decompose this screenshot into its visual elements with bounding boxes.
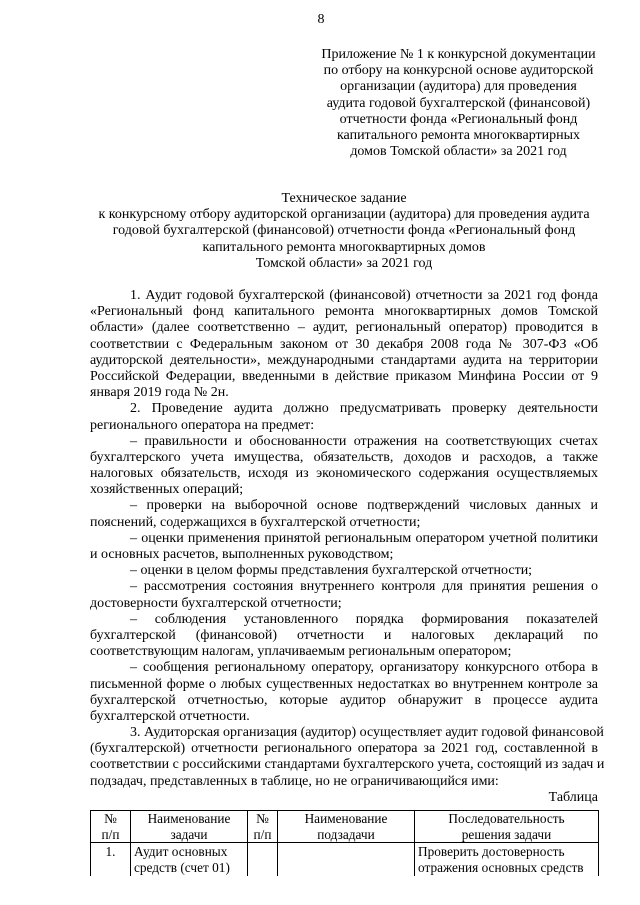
- list-item-2-line-2: пояснений, содержащихся в бухгалтерской отчетности;: [90, 514, 421, 530]
- list-item-7-line-4: бухгалтерской отчетности.: [90, 708, 250, 724]
- paragraph-1-line-2: «Региональный фонд капитального ремонта многоквартирных домов Томской: [90, 304, 598, 320]
- list-item-7-line-1: – сообщения региональному оператору, организатору конкурсного отбора в: [130, 660, 598, 676]
- paragraph-2-line-1: 2. Проведение аудита должно предусматривать проверку деятельности: [130, 401, 598, 417]
- paragraph-1-line-3: области» (далее соответственно – аудит, региональный оператор) проводится в: [90, 320, 598, 336]
- list-item-4: [90, 563, 598, 579]
- cell-line: средств (счет 01): [134, 859, 230, 875]
- cell-line: Проверить достоверность: [418, 844, 565, 859]
- paragraph-3-line-3: соответствии с российскими стандартами бухгалтерского учета, состоящий из задач и: [90, 757, 605, 773]
- list-item-1-line-3: налоговых обязательств, исходя из экономического содержания осуществляемых: [90, 466, 598, 482]
- header-task-name: [131, 811, 248, 843]
- appendix-line-7: домов Томской области» за 2021 год: [350, 144, 567, 160]
- appendix-note: [318, 47, 599, 160]
- header-task-number: [91, 811, 131, 843]
- cell-solution-sequence: [415, 843, 599, 877]
- appendix-line-1: Приложение № 1 к конкурсной документации: [321, 47, 596, 62]
- table-caption: Таблица: [548, 789, 598, 805]
- header-subtask-name: [278, 811, 415, 843]
- list-item-1-line-1: – правильности и обоснованности отражения на соответствующих счетах: [130, 433, 598, 449]
- list-item-3: [90, 531, 598, 563]
- list-item-5: [90, 579, 598, 611]
- paragraph-2: [90, 401, 598, 433]
- table-row: [91, 843, 599, 877]
- appendix-line-3: организации (аудитора) для проведения: [340, 79, 577, 95]
- list-item-6-line-1: – соблюдения установленного порядка формирования показателей: [130, 611, 598, 627]
- header-cell-line: №: [104, 811, 117, 826]
- cell-subtask-name: [278, 843, 415, 877]
- title-line-1: Техническое задание: [281, 191, 407, 206]
- list-item-1-line-2: бухгалтерского учета имущества, обязательств, доходов и расходов, а также: [90, 449, 598, 465]
- list-item-7: [90, 660, 598, 725]
- cell-task-name: [131, 843, 248, 877]
- header-subtask-number: [248, 811, 278, 843]
- list-item-5-line-1: – рассмотрения состояния внутреннего контроля для принятия решения о: [130, 579, 598, 595]
- header-solution-sequence: [415, 811, 599, 843]
- title-line-4: капитального ремонта многоквартирных домов: [202, 239, 486, 255]
- paragraph-1-line-4: соответствии с Федеральным законом от 30 декабря 2008 года № 307-ФЗ «Об: [90, 336, 598, 352]
- header-cell-line: Наименование: [304, 811, 388, 826]
- list-item-7-line-2: письменной форме о любых существенных недостатках во внутреннем контроле за: [90, 676, 598, 692]
- list-item-2: [90, 498, 598, 530]
- list-item-3-line-1: – оценки применения принятой региональным оператором учетной политики: [130, 530, 598, 546]
- header-cell-line: п/п: [101, 826, 120, 842]
- header-cell-line: подзадачи: [317, 826, 375, 842]
- header-cell-line: №: [256, 811, 269, 826]
- header-cell-line: Последовательность: [448, 811, 565, 826]
- title-line-3: годовой бухгалтерской (финансовой) отчетности фонда «Региональный фонд: [112, 223, 576, 239]
- paragraph-2-line-2: регионального оператора на предмет:: [90, 417, 315, 433]
- list-item-4-line-1: – оценки в целом формы представления бухгалтерской отчетности;: [130, 563, 533, 579]
- list-item-1-line-4: хозяйственных операций;: [90, 482, 244, 498]
- cell-line: 1.: [105, 844, 116, 859]
- document-body: [90, 288, 605, 806]
- title-line-2: к конкурсному отбору аудиторской организации (аудитора) для проведения аудита: [98, 207, 590, 223]
- header-cell-line: решения задачи: [461, 826, 552, 842]
- cell-subtask-number: [248, 843, 278, 877]
- list-item-6-line-3: соответствующим налогам, уплачиваемым региональным оператором;: [90, 644, 512, 660]
- paragraph-3-line-1: 3. Аудиторская организация (аудитор) осуществляет аудит годовой финансовой: [130, 725, 604, 741]
- paragraph-1-line-6: Российской Федерации, введенными в действие приказом Минфина России от 9: [90, 368, 598, 384]
- title-line-5: Томской области» за 2021 год: [255, 255, 433, 271]
- list-item-3-line-2: и основных расчетов, выполненных руководством;: [90, 547, 394, 562]
- cell-line: Аудит основных: [134, 844, 228, 859]
- cell-task-number: [91, 843, 131, 877]
- task-table: [90, 810, 599, 876]
- page-number: 8: [317, 12, 325, 27]
- list-item-6-line-2: бухгалтерской (финансовой) отчетности и налоговых деклараций по: [90, 627, 598, 643]
- paragraph-3: [90, 725, 605, 790]
- header-cell-line: Наименование: [147, 811, 231, 826]
- table-header-row: [91, 811, 599, 843]
- document-title: [90, 191, 598, 272]
- cell-line: отражения основных средств: [418, 859, 584, 875]
- list-item-2-line-1: – проверки на выборочной основе подтверждений числовых данных и: [130, 498, 598, 514]
- header-cell-line: задачи: [170, 826, 208, 842]
- appendix-line-5: отчетности фонда «Региональный фонд: [339, 111, 578, 127]
- appendix-line-2: по отбору на конкурсной основе аудиторской: [323, 63, 594, 79]
- paragraph-3-line-2: (бухгалтерской) отчетности регионального оператора за 2021 год, составленной в: [90, 741, 598, 757]
- appendix-line-4: аудита годовой бухгалтерской (финансовой): [326, 95, 591, 111]
- paragraph-1-line-5: аудиторской деятельности», международными стандартами аудита на территории: [90, 352, 598, 368]
- paragraph-3-line-4: подзадач, представленных в таблице, но не ограничивающийся ими:: [90, 773, 499, 789]
- list-item-6: [90, 612, 598, 661]
- list-item-5-line-2: достоверности бухгалтерской отчетности;: [90, 595, 342, 611]
- list-item-7-line-3: бухгалтерской отчетностью, которые аудитор обнаружит в процессе аудита: [90, 692, 598, 708]
- header-cell-line: п/п: [253, 826, 272, 842]
- list-item-1: [90, 434, 598, 499]
- paragraph-1-line-7: января 2019 года № 2н.: [90, 385, 229, 401]
- appendix-line-6: капитального ремонта многоквартирных: [336, 127, 581, 143]
- paragraph-1-line-1: 1. Аудит годовой бухгалтерской (финансовой) отчетности за 2021 год фонда: [130, 288, 598, 303]
- paragraph-1: [90, 288, 598, 401]
